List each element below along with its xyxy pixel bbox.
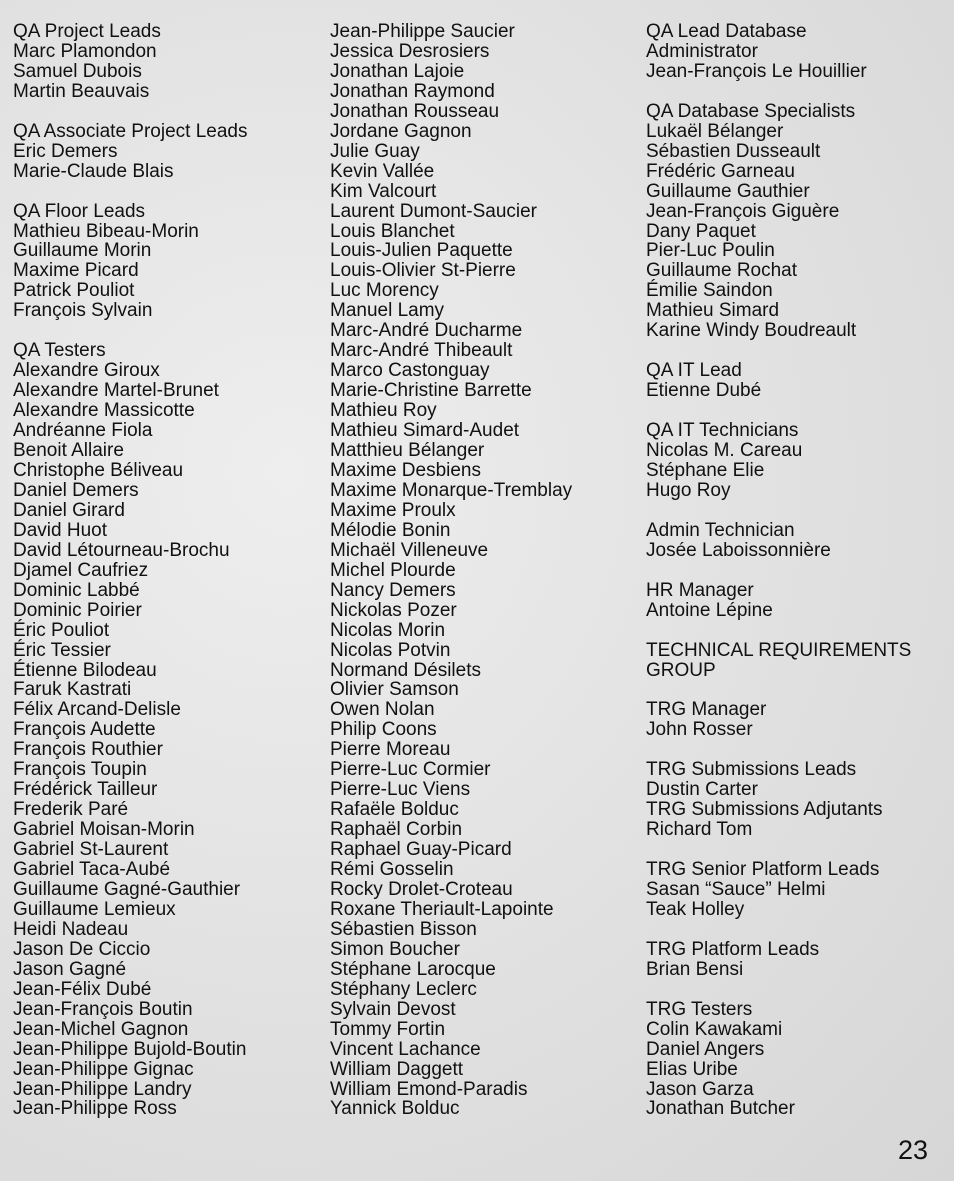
credit-line: Jean-Philippe Ross	[13, 1098, 177, 1120]
credit-line: Hugo Roy	[646, 479, 731, 501]
section-gap	[646, 621, 911, 641]
credit-line: Rocky Drolet-Croteau	[330, 878, 513, 900]
credit-line: Louis-Olivier St-Pierre	[330, 260, 516, 282]
credit-line: Jean-Philippe Landry	[13, 1078, 192, 1100]
credit-line: Maxime Proulx	[330, 499, 456, 521]
credit-line: Sébastien Bisson	[330, 918, 477, 940]
credit-line: Nicolas M. Careau	[646, 440, 803, 462]
credit-line: François Routhier	[13, 739, 163, 761]
credit-line: Nicolas Potvin	[330, 639, 451, 661]
credit-line: Étienne Bilodeau	[13, 659, 157, 681]
credit-line: Marc-André Thibeault	[330, 340, 513, 362]
credit-line: Normand Désilets	[330, 659, 481, 681]
credit-line: Guillaume Rochat	[646, 260, 798, 282]
credit-line: Administrator	[646, 40, 758, 62]
credit-line: Marie-Christine Barrette	[330, 380, 532, 402]
credit-line: Émilie Saindon	[646, 280, 773, 302]
credit-line: Jean-François Boutin	[13, 998, 193, 1020]
credit-line: Gabriel Moisan-Morin	[13, 819, 195, 841]
credit-line: TRG Platform Leads	[646, 938, 820, 960]
credit-line: Rémi Gosselin	[330, 859, 454, 881]
credit-line: Alexandre Martel-Brunet	[13, 380, 219, 402]
credit-line: Stéphany Leclerc	[330, 978, 477, 1000]
section-gap	[646, 82, 911, 102]
page-number: 23	[897, 1135, 928, 1165]
credit-line: QA Project Leads	[13, 21, 161, 42]
credit-line: Michel Plourde	[330, 559, 456, 581]
credit-line: Nancy Demers	[330, 579, 456, 601]
credit-line: Antoine Lépine	[646, 599, 773, 621]
credit-line: Guillaume Lemieux	[13, 898, 176, 920]
credit-line: Jean-François Giguère	[646, 200, 840, 222]
credit-line: Gabriel St-Laurent	[13, 839, 169, 861]
credit-line: Daniel Demers	[13, 479, 139, 501]
credit-line: Karine Windy Boudreault	[646, 320, 857, 342]
section-gap	[13, 102, 247, 122]
credit-line: Maxime Monarque-Tremblay	[330, 479, 573, 501]
credit-line: Richard Tom	[646, 819, 753, 841]
credit-line: Jean-Philippe Saucier	[330, 21, 515, 42]
credit-line: François Sylvain	[13, 300, 153, 322]
credit-line: QA Lead Database	[646, 21, 807, 42]
credit-line: Jason De Ciccio	[13, 938, 151, 960]
credit-line: Jordane Gagnon	[330, 120, 472, 142]
credit-line: Christophe Béliveau	[13, 459, 184, 481]
credit-line: John Rosser	[646, 719, 753, 741]
section-gap	[646, 980, 911, 1000]
section-gap	[13, 321, 247, 341]
credit-line: Etienne Dubé	[646, 380, 762, 402]
credit-line: Louis-Julien Paquette	[330, 240, 513, 262]
credits-column-3	[646, 22, 911, 1119]
credit-line: TRG Testers	[646, 998, 753, 1020]
section-gap	[646, 920, 911, 940]
credit-line: Yannick Bolduc	[330, 1098, 460, 1120]
credit-line: Olivier Samson	[330, 679, 459, 701]
credit-line: Pier-Luc Poulin	[646, 240, 775, 262]
credit-line: Tommy Fortin	[330, 1018, 446, 1040]
credit-line: Dominic Poirier	[13, 599, 142, 621]
credit-line: Laurent Dumont-Saucier	[330, 200, 537, 222]
credit-line: Jessica Desrosiers	[330, 40, 490, 62]
credit-line: Sasan “Sauce” Helmi	[646, 878, 826, 900]
credit-line: Djamel Caufriez	[13, 559, 149, 581]
credit-line: QA Testers	[13, 340, 106, 362]
credit-line: Philip Coons	[330, 719, 437, 741]
credit-line: QA Database Specialists	[646, 100, 856, 122]
credit-line: Jason Garza	[646, 1078, 754, 1100]
credit-line: Elias Uribe	[646, 1058, 738, 1080]
credit-line: HR Manager	[646, 579, 754, 601]
credit-line: Dominic Labbé	[13, 579, 140, 601]
credit-line: GROUP	[646, 659, 716, 681]
credit-line: Raphaël Corbin	[330, 819, 463, 841]
credit-line: Sébastien Dusseault	[646, 140, 821, 162]
credit-line: Kevin Vallée	[330, 160, 435, 182]
credit-line: Mathieu Roy	[330, 400, 437, 422]
credits-column-1	[13, 22, 247, 1119]
credit-line: Jonathan Butcher	[646, 1098, 795, 1120]
credit-line: Owen Nolan	[330, 699, 435, 721]
credit-line: Mathieu Simard	[646, 300, 780, 322]
credit-line: TRG Manager	[646, 699, 767, 721]
credit-line: Nickolas Pozer	[330, 599, 457, 621]
section-gap	[646, 740, 911, 760]
credit-line: Heidi Nadeau	[13, 918, 129, 940]
section-gap	[646, 341, 911, 361]
credit-line: Julie Guay	[330, 140, 420, 162]
credit-line: Daniel Angers	[646, 1038, 765, 1060]
credit-line: Guillaume Gagné-Gauthier	[13, 878, 241, 900]
credit-line: Dustin Carter	[646, 779, 758, 801]
credit-line: Admin Technician	[646, 519, 795, 541]
credit-line: Marc Plamondon	[13, 40, 157, 62]
section-gap	[646, 680, 911, 700]
credit-line: William Daggett	[330, 1058, 464, 1080]
credit-line: TRG Senior Platform Leads	[646, 859, 880, 881]
credit-line: Josée Laboissonnière	[646, 539, 831, 561]
section-gap	[646, 840, 911, 860]
credit-line: Marc-André Ducharme	[330, 320, 523, 342]
credit-line: Martin Beauvais	[13, 80, 150, 102]
credit-line: Vincent Lachance	[330, 1038, 481, 1060]
credit-line: QA IT Lead	[646, 360, 742, 382]
credit-line: Kim Valcourt	[330, 180, 437, 202]
credit-line: Patrick Pouliot	[13, 280, 135, 302]
credit-line: Maxime Desbiens	[330, 459, 481, 481]
credit-line: Éric Pouliot	[13, 619, 110, 641]
credit-line: Louis Blanchet	[330, 220, 455, 242]
credit-line: QA Floor Leads	[13, 200, 146, 222]
credit-line: Alexandre Giroux	[13, 360, 160, 382]
credit-line: Guillaume Gauthier	[646, 180, 810, 202]
credit-line: Pierre-Luc Cormier	[330, 759, 491, 781]
credit-line: Guillaume Morin	[13, 240, 152, 262]
credit-line: Teak Holley	[646, 898, 745, 920]
credit-line: Stéphane Larocque	[330, 958, 496, 980]
credit-line: Mathieu Simard-Audet	[330, 420, 520, 442]
credit-line: Marie-Claude Blais	[13, 160, 174, 182]
credit-line: David Huot	[13, 519, 107, 541]
credit-line: David Létourneau-Brochu	[13, 539, 230, 561]
credit-line: Nicolas Morin	[330, 619, 446, 641]
credit-line: François Audette	[13, 719, 156, 741]
credit-line: Daniel Girard	[13, 499, 125, 521]
credit-line: Mathieu Bibeau-Morin	[13, 220, 199, 242]
credit-line: Roxane Theriault-Lapointe	[330, 898, 554, 920]
section-gap	[13, 182, 247, 202]
credit-line: Colin Kawakami	[646, 1018, 783, 1040]
credit-line: Samuel Dubois	[13, 60, 142, 82]
credit-line: Jean-Philippe Gignac	[13, 1058, 194, 1080]
credit-line: Jean-Michel Gagnon	[13, 1018, 189, 1040]
credit-line: Jean-Philippe Bujold-Boutin	[13, 1038, 247, 1060]
credit-line: William Emond-Paradis	[330, 1078, 528, 1100]
section-gap	[646, 401, 911, 421]
credit-line: Gabriel Taca-Aubé	[13, 859, 171, 881]
credit-line: Lukaël Bélanger	[646, 120, 784, 142]
section-gap	[646, 501, 911, 521]
credit-line: Frédérick Tailleur	[13, 779, 158, 801]
credit-line: Jean-François Le Houillier	[646, 60, 867, 82]
credit-line: Frederik Paré	[13, 799, 129, 821]
credit-line: Éric Tessier	[13, 639, 111, 661]
credit-line: Jonathan Rousseau	[330, 100, 500, 122]
credit-line: Luc Morency	[330, 280, 439, 302]
credit-line: Frédéric Garneau	[646, 160, 795, 182]
credit-line: Pierre Moreau	[330, 739, 451, 761]
credit-line: Mélodie Bonin	[330, 519, 451, 541]
credit-line: François Toupin	[13, 759, 147, 781]
credit-line: Marco Castonguay	[330, 360, 490, 382]
credit-line: TECHNICAL REQUIREMENTS	[646, 639, 912, 661]
credits-column-2	[330, 22, 572, 1119]
section-gap	[646, 561, 911, 581]
credit-line: Faruk Kastrati	[13, 679, 132, 701]
credit-line: Sylvain Devost	[330, 998, 456, 1020]
credit-line: Matthieu Bélanger	[330, 440, 485, 462]
credit-line: Stéphane Elie	[646, 459, 765, 481]
credit-line: Maxime Picard	[13, 260, 139, 282]
credit-line: TRG Submissions Adjutants	[646, 799, 883, 821]
credit-line: Simon Boucher	[330, 938, 460, 960]
credit-line: Rafaële Bolduc	[330, 799, 459, 821]
credit-line: Andréanne Fiola	[13, 420, 153, 442]
credit-line: Dany Paquet	[646, 220, 756, 242]
credit-line: Eric Demers	[13, 140, 118, 162]
credit-line: Jean-Félix Dubé	[13, 978, 152, 1000]
credit-line: TRG Submissions Leads	[646, 759, 857, 781]
credit-line: Jason Gagné	[13, 958, 127, 980]
credit-line: Brian Bensi	[646, 958, 744, 980]
credit-line: QA IT Technicians	[646, 420, 799, 442]
credit-line: Benoit Allaire	[13, 440, 124, 462]
credit-line: Manuel Lamy	[330, 300, 445, 322]
credit-line: QA Associate Project Leads	[13, 120, 248, 142]
credit-line: Pierre-Luc Viens	[330, 779, 471, 801]
credit-line: Raphael Guay-Picard	[330, 839, 512, 861]
credit-line: Michaël Villeneuve	[330, 539, 489, 561]
credit-line: Félix Arcand-Delisle	[13, 699, 181, 721]
credit-line: Jonathan Raymond	[330, 80, 495, 102]
credit-line: Jonathan Lajoie	[330, 60, 465, 82]
credit-line: Alexandre Massicotte	[13, 400, 195, 422]
